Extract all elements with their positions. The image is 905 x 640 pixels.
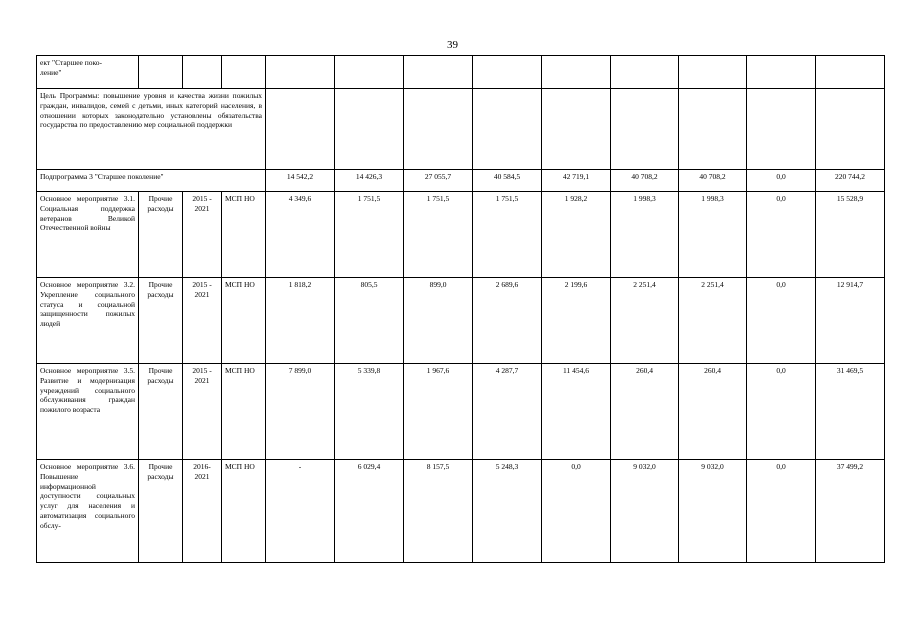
value-cell [473,89,542,170]
value-cell: 1 998,3 [611,192,679,278]
empty-cell [542,56,611,89]
expense-type: Прочие расходы [139,460,183,563]
value-cell: 2 689,6 [473,278,542,364]
value-cell: 14 542,2 [266,170,335,192]
value-cell [266,89,335,170]
value-cell: 1 928,2 [542,192,611,278]
value-cell: 899,0 [404,278,473,364]
table-row [37,278,885,364]
value-cell: 0,0 [747,192,816,278]
executor: МСП НО [222,278,266,364]
subprogram-name: Подпрограмма 3 "Старшее поколение" [37,170,266,192]
value-cell: 5 248,3 [473,460,542,563]
empty-cell [335,56,404,89]
page-number: 39 [447,39,458,51]
empty-cell [222,56,266,89]
empty-cell [473,56,542,89]
value-cell: 12 914,7 [816,278,885,364]
budget-table [36,55,885,563]
value-cell: 0,0 [747,278,816,364]
table-row [37,89,885,170]
value-cell: 2 251,4 [611,278,679,364]
value-cell [816,89,885,170]
value-cell: 1 967,6 [404,364,473,460]
value-cell: 5 339,8 [335,364,404,460]
value-cell: 805,5 [335,278,404,364]
empty-cell [139,56,183,89]
value-cell: 31 469,5 [816,364,885,460]
empty-cell [816,56,885,89]
value-cell: 1 751,5 [473,192,542,278]
value-cell: 40 708,2 [611,170,679,192]
table-row [37,364,885,460]
value-cell [747,89,816,170]
value-cell: 0,0 [747,460,816,563]
value-cell: 14 426,3 [335,170,404,192]
empty-cell [404,56,473,89]
empty-cell [183,56,222,89]
value-cell [335,89,404,170]
event-name: Основное мероприятие 3.2. Укрепление социального статуса и социальной защищенности пожилых людей [37,278,139,364]
expense-type: Прочие расходы [139,278,183,364]
value-cell: 9 032,0 [611,460,679,563]
value-cell: 15 528,9 [816,192,885,278]
event-name: Основное мероприятие 3.6. Повышение информационной доступности социальных услуг для населения и автоматизация социального обслу- [37,460,139,563]
table-row [37,170,885,192]
value-cell: 42 719,1 [542,170,611,192]
value-cell: 37 499,2 [816,460,885,563]
empty-cell [679,56,747,89]
empty-cell [747,56,816,89]
value-cell: 11 454,6 [542,364,611,460]
value-cell: 1 751,5 [404,192,473,278]
value-cell [679,89,747,170]
value-cell: 260,4 [679,364,747,460]
value-cell: 8 157,5 [404,460,473,563]
value-cell: 40 584,5 [473,170,542,192]
period: 2015 - 2021 [183,278,222,364]
value-cell: 0,0 [747,170,816,192]
empty-cell [611,56,679,89]
period: 2015 - 2021 [183,364,222,460]
value-cell: 2 199,6 [542,278,611,364]
value-cell: 1 751,5 [335,192,404,278]
table-row [37,56,885,89]
row-name: ект "Старшее поко- ление" [37,56,139,89]
empty-cell [266,56,335,89]
expense-type: Прочие расходы [139,364,183,460]
period: 2016- 2021 [183,460,222,563]
value-cell: 2 251,4 [679,278,747,364]
value-cell: 220 744,2 [816,170,885,192]
event-name: Основное мероприятие 3.1. Социальная поддержка ветеранов Великой Отечественной войны [37,192,139,278]
executor: МСП НО [222,192,266,278]
period: 2015 - 2021 [183,192,222,278]
event-name: Основное мероприятие 3.5. Развитие и модернизация учреждений социального обслуживания граждан пожилого возраста [37,364,139,460]
executor: МСП НО [222,460,266,563]
program-goal: Цель Программы: повышение уровня и качества жизни пожилых граждан, инвалидов, семей с детьми, иных категорий населения, в отношении которых законодательно установлены обязательства государства по предоставлению мер социальной поддержки [37,89,266,170]
value-cell: 0,0 [747,364,816,460]
value-cell [542,89,611,170]
value-cell: 4 287,7 [473,364,542,460]
executor: МСП НО [222,364,266,460]
value-cell: 1 818,2 [266,278,335,364]
value-cell: 9 032,0 [679,460,747,563]
value-cell: 1 998,3 [679,192,747,278]
value-cell [611,89,679,170]
value-cell: 7 899,0 [266,364,335,460]
value-cell: 6 029,4 [335,460,404,563]
value-cell [404,89,473,170]
table-row [37,460,885,563]
value-cell: 27 055,7 [404,170,473,192]
value-cell: 0,0 [542,460,611,563]
value-cell: - [266,460,335,563]
table-row [37,192,885,278]
value-cell: 260,4 [611,364,679,460]
value-cell: 4 349,6 [266,192,335,278]
value-cell: 40 708,2 [679,170,747,192]
expense-type: Прочие расходы [139,192,183,278]
